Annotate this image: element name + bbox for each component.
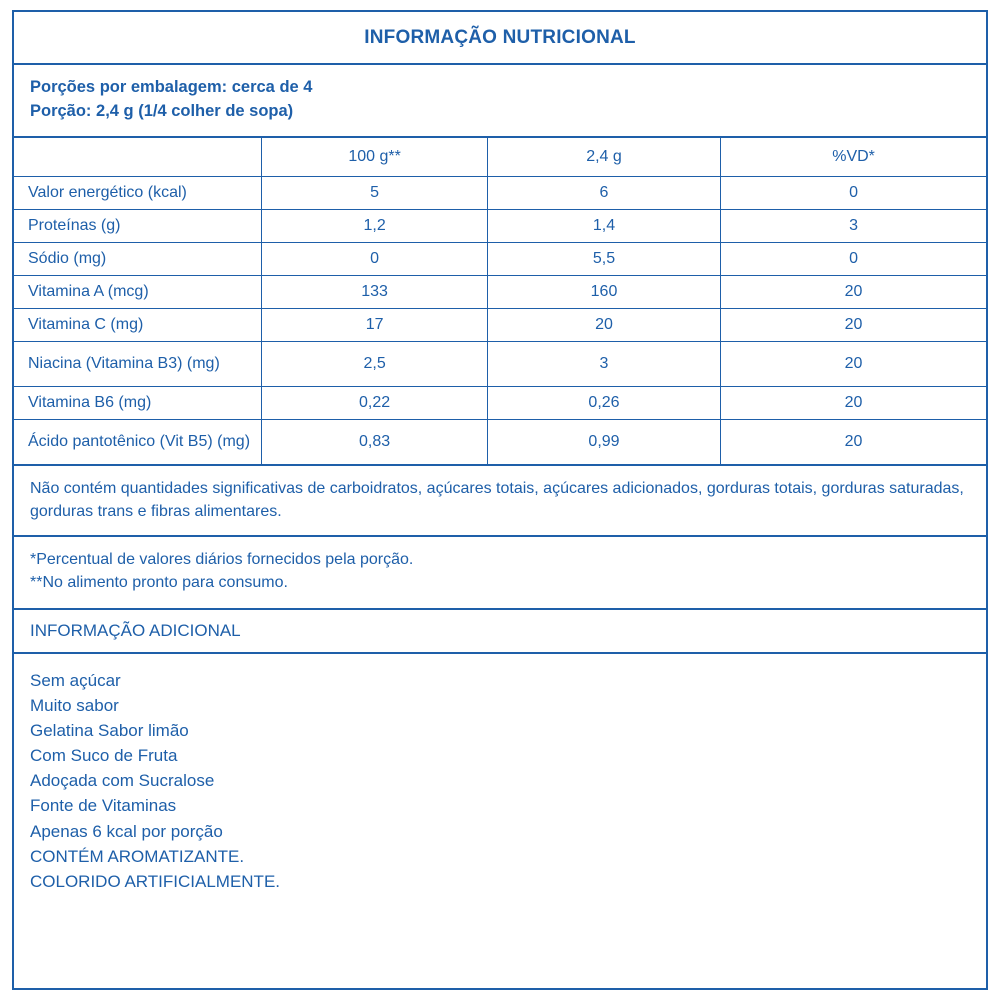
nutrient-value-100g: 133: [262, 275, 488, 308]
list-item: Fonte de Vitaminas: [30, 796, 177, 816]
nutrient-name: Ácido pantotênico (Vit B5) (mg): [14, 419, 262, 465]
nutrient-name: Vitamina B6 (mg): [14, 386, 262, 419]
list-item: Muito sabor: [30, 695, 119, 715]
list-item: Sem açúcar: [30, 670, 121, 690]
nutrient-name: Sódio (mg): [14, 242, 262, 275]
nutrient-value-100g: 17: [262, 308, 488, 341]
table-row: [14, 419, 986, 465]
nutrient-value-100g: 5: [262, 176, 488, 209]
nutrient-value-vd: 3: [721, 209, 986, 242]
nutrient-value-vd: 20: [721, 386, 986, 419]
nutrient-value-100g: 0,22: [262, 386, 488, 419]
nutrient-name: Niacina (Vitamina B3) (mg): [14, 341, 262, 386]
nutrient-value-portion: 1,4: [487, 209, 720, 242]
table-row: [14, 209, 986, 242]
nutrient-name: Vitamina C (mg): [14, 308, 262, 341]
list-item: COLORIDO ARTIFICIALMENTE.: [30, 871, 281, 891]
nutrition-table: [14, 138, 986, 466]
table-header-row: [14, 138, 986, 177]
list-item: Adoçada com Sucralose: [30, 771, 215, 791]
nutrient-value-portion: 3: [487, 341, 720, 386]
column-header-portion: 2,4 g: [487, 138, 720, 177]
nutrient-value-100g: 0,83: [262, 419, 488, 465]
column-header-nutrient: [14, 138, 262, 177]
nutrient-value-portion: 160: [487, 275, 720, 308]
nutrient-value-vd: 0: [721, 176, 986, 209]
column-header-vd: %VD*: [721, 138, 986, 177]
additional-info-list: [14, 654, 986, 988]
list-item: CONTÉM AROMATIZANTE.: [30, 846, 245, 866]
table-row: [14, 176, 986, 209]
column-header-100g: 100 g**: [262, 138, 488, 177]
table-row: [14, 386, 986, 419]
nutrient-value-portion: 5,5: [487, 242, 720, 275]
additional-info-heading: INFORMAÇÃO ADICIONAL: [14, 610, 986, 654]
table-row: [14, 308, 986, 341]
footnotes-block: [14, 537, 986, 609]
nutrient-name: Valor energético (kcal): [14, 176, 262, 209]
footnote-ready-food: **No alimento pronto para consumo.: [30, 574, 288, 592]
label-title: INFORMAÇÃO NUTRICIONAL: [14, 12, 986, 65]
nutrient-value-vd: 20: [721, 341, 986, 386]
list-item: Apenas 6 kcal por porção: [30, 821, 223, 841]
nutrient-value-portion: 0,26: [487, 386, 720, 419]
nutrient-value-vd: 20: [721, 275, 986, 308]
nutrient-value-vd: 0: [721, 242, 986, 275]
nutrient-value-100g: 2,5: [262, 341, 488, 386]
nutrient-value-portion: 0,99: [487, 419, 720, 465]
nutrition-label: [12, 10, 988, 990]
nutrient-value-100g: 0: [262, 242, 488, 275]
list-item: Gelatina Sabor limão: [30, 720, 189, 740]
nutrient-name: Proteínas (g): [14, 209, 262, 242]
nutrient-value-vd: 20: [721, 419, 986, 465]
nutrient-value-100g: 1,2: [262, 209, 488, 242]
table-row: [14, 341, 986, 386]
nutrient-value-portion: 20: [487, 308, 720, 341]
portion-size: Porção: 2,4 g (1/4 colher de sopa): [30, 101, 294, 120]
nutrient-value-vd: 20: [721, 308, 986, 341]
table-row: [14, 275, 986, 308]
nutrient-value-portion: 6: [487, 176, 720, 209]
footnote-vd: *Percentual de valores diários fornecidos pela porção.: [30, 551, 414, 569]
portions-per-package: Porções por embalagem: cerca de 4: [30, 78, 313, 96]
portions-block: [14, 65, 986, 138]
insignificant-amounts-note: Não contém quantidades significativas de carboidratos, açúcares totais, açúcares adicionados, gorduras totais, gorduras saturadas, gorduras trans e fibras alimentares.: [14, 466, 986, 537]
list-item: Com Suco de Fruta: [30, 746, 178, 766]
table-row: [14, 242, 986, 275]
nutrient-name: Vitamina A (mcg): [14, 275, 262, 308]
